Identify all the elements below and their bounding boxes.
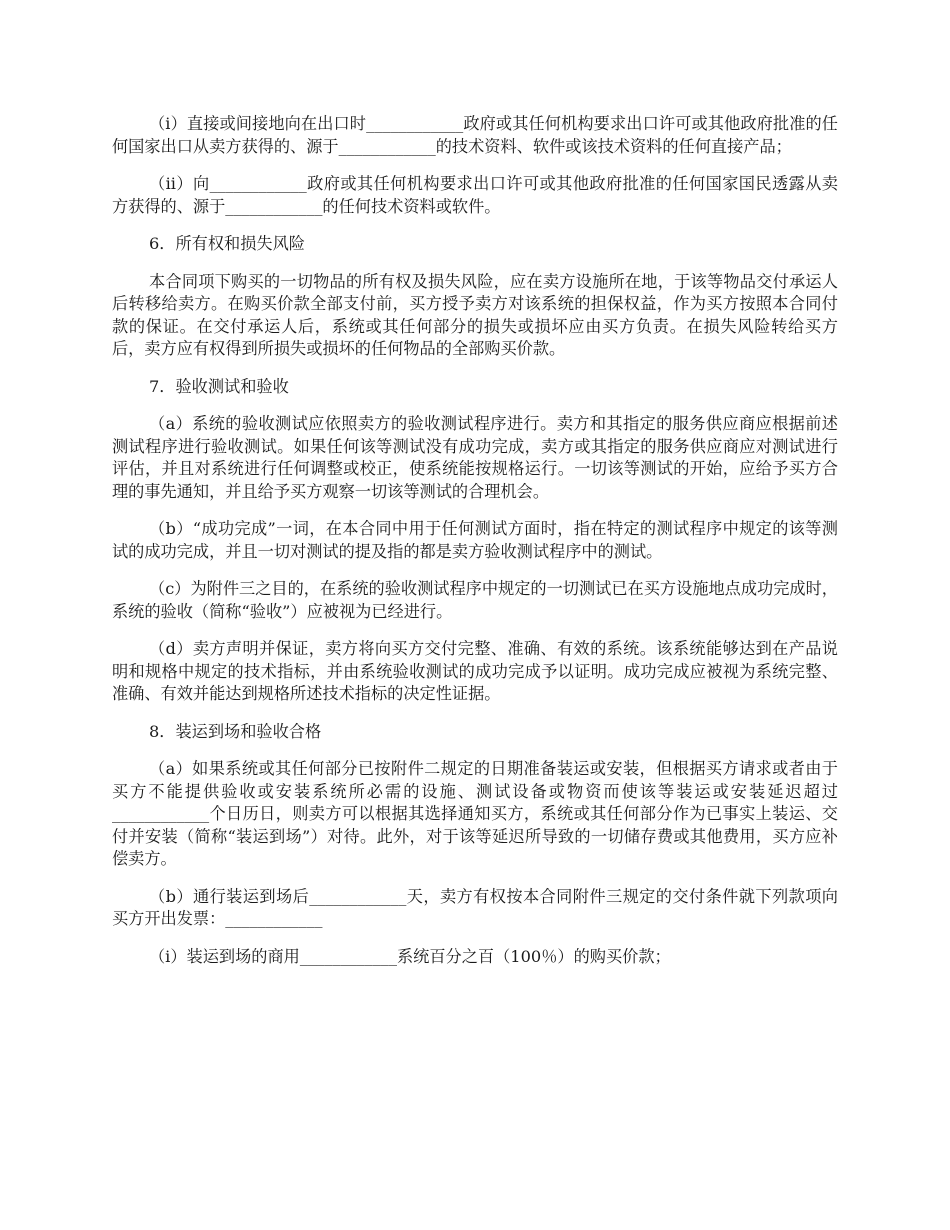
clause-8a: （a）如果系统或其任何部分已按附件二规定的日期准备装运或安装，但根据买方请求或者由于买方不能提供验收或安装系统所必需的设施、测试设备或物资而使该等装运或安装延迟超过____________个日历日，则卖方可以根据其选择通知买方，系统或其任何部分作为已事实上装运、交付并安装（简称“装运到场”）对待。此外，对于该等延迟所导致的一切储存费或其他费用，买方应补偿卖方。 [112,759,838,868]
clause-ii-disclosure: （ii）向____________政府或其任何机构要求出口许可或其他政府批准的任何国家国民透露从卖方获得的、源于____________的任何技术资料或软件。 [112,174,838,216]
clause-7a: （a）系统的验收测试应依照卖方的验收测试程序进行。卖方和其指定的服务供应商应根据前述测试程序进行验收测试。如果任何该等测试没有成功完成，卖方或其指定的服务供应商应对测试进行评估，并且对系统进行任何调整或校正，使系统能按规格运行。一切该等测试的开始，应给予买方合理的事先通知，并且给予买方观察一切该等测试的合理机会。 [112,414,838,501]
clause-i-export: （i）直接或间接地向在出口时____________政府或其任何机构要求出口许可或其他政府批准的任何国家出口从卖方获得的、源于____________的技术资料、软件或该技术资料的任何直接产品； [112,114,838,156]
document-body [112,113,838,983]
clause-7c: （c）为附件三之目的，在系统的验收测试程序中规定的一切测试已在买方设施地点成功完成时，系统的验收（简称“验收”）应被视为已经进行。 [112,579,838,621]
section-6-body: 本合同项下购买的一切物品的所有权及损失风险，应在卖方设施所在地，于该等物品交付承运人后转移给卖方。在购买价款全部支付前，买方授予卖方对该系统的担保权益，作为买方按照本合同付款的保证。在交付承运人后，系统或其任何部分的损失或损坏应由买方负责。在损失风险转给买方后，卖方应有权得到所损失或损坏的任何物品的全部购买价款。 [112,271,838,358]
clause-8b-i: （i）装运到场的商用____________系统百分之百（100％）的购买价款； [149,946,671,966]
section-heading-8: 8．装运到场和验收合格 [149,721,322,741]
section-heading-6: 6．所有权和损失风险 [149,234,305,253]
clause-7d: （d）卖方声明并保证，卖方将向买方交付完整、准确、有效的系统。该系统能够达到在产品说明和规格中规定的技术指标，并由系统验收测试的成功完成予以证明。成功完成应被视为系统完整、准确、有效并能达到规格所述技术指标的决定性证据。 [112,639,838,703]
clause-7b: （b）“成功完成”一词，在本合同中用于任何测试方面时，指在特定的测试程序中规定的该等测试的成功完成，并且一切对测试的提及指的都是卖方验收测试程序中的测试。 [112,519,838,561]
section-heading-7: 7．验收测试和验收 [149,376,289,396]
clause-8b: （b）通行装运到场后____________天，卖方有权按本合同附件三规定的交付条件就下列款项向买方开出发票：____________ [112,886,838,928]
